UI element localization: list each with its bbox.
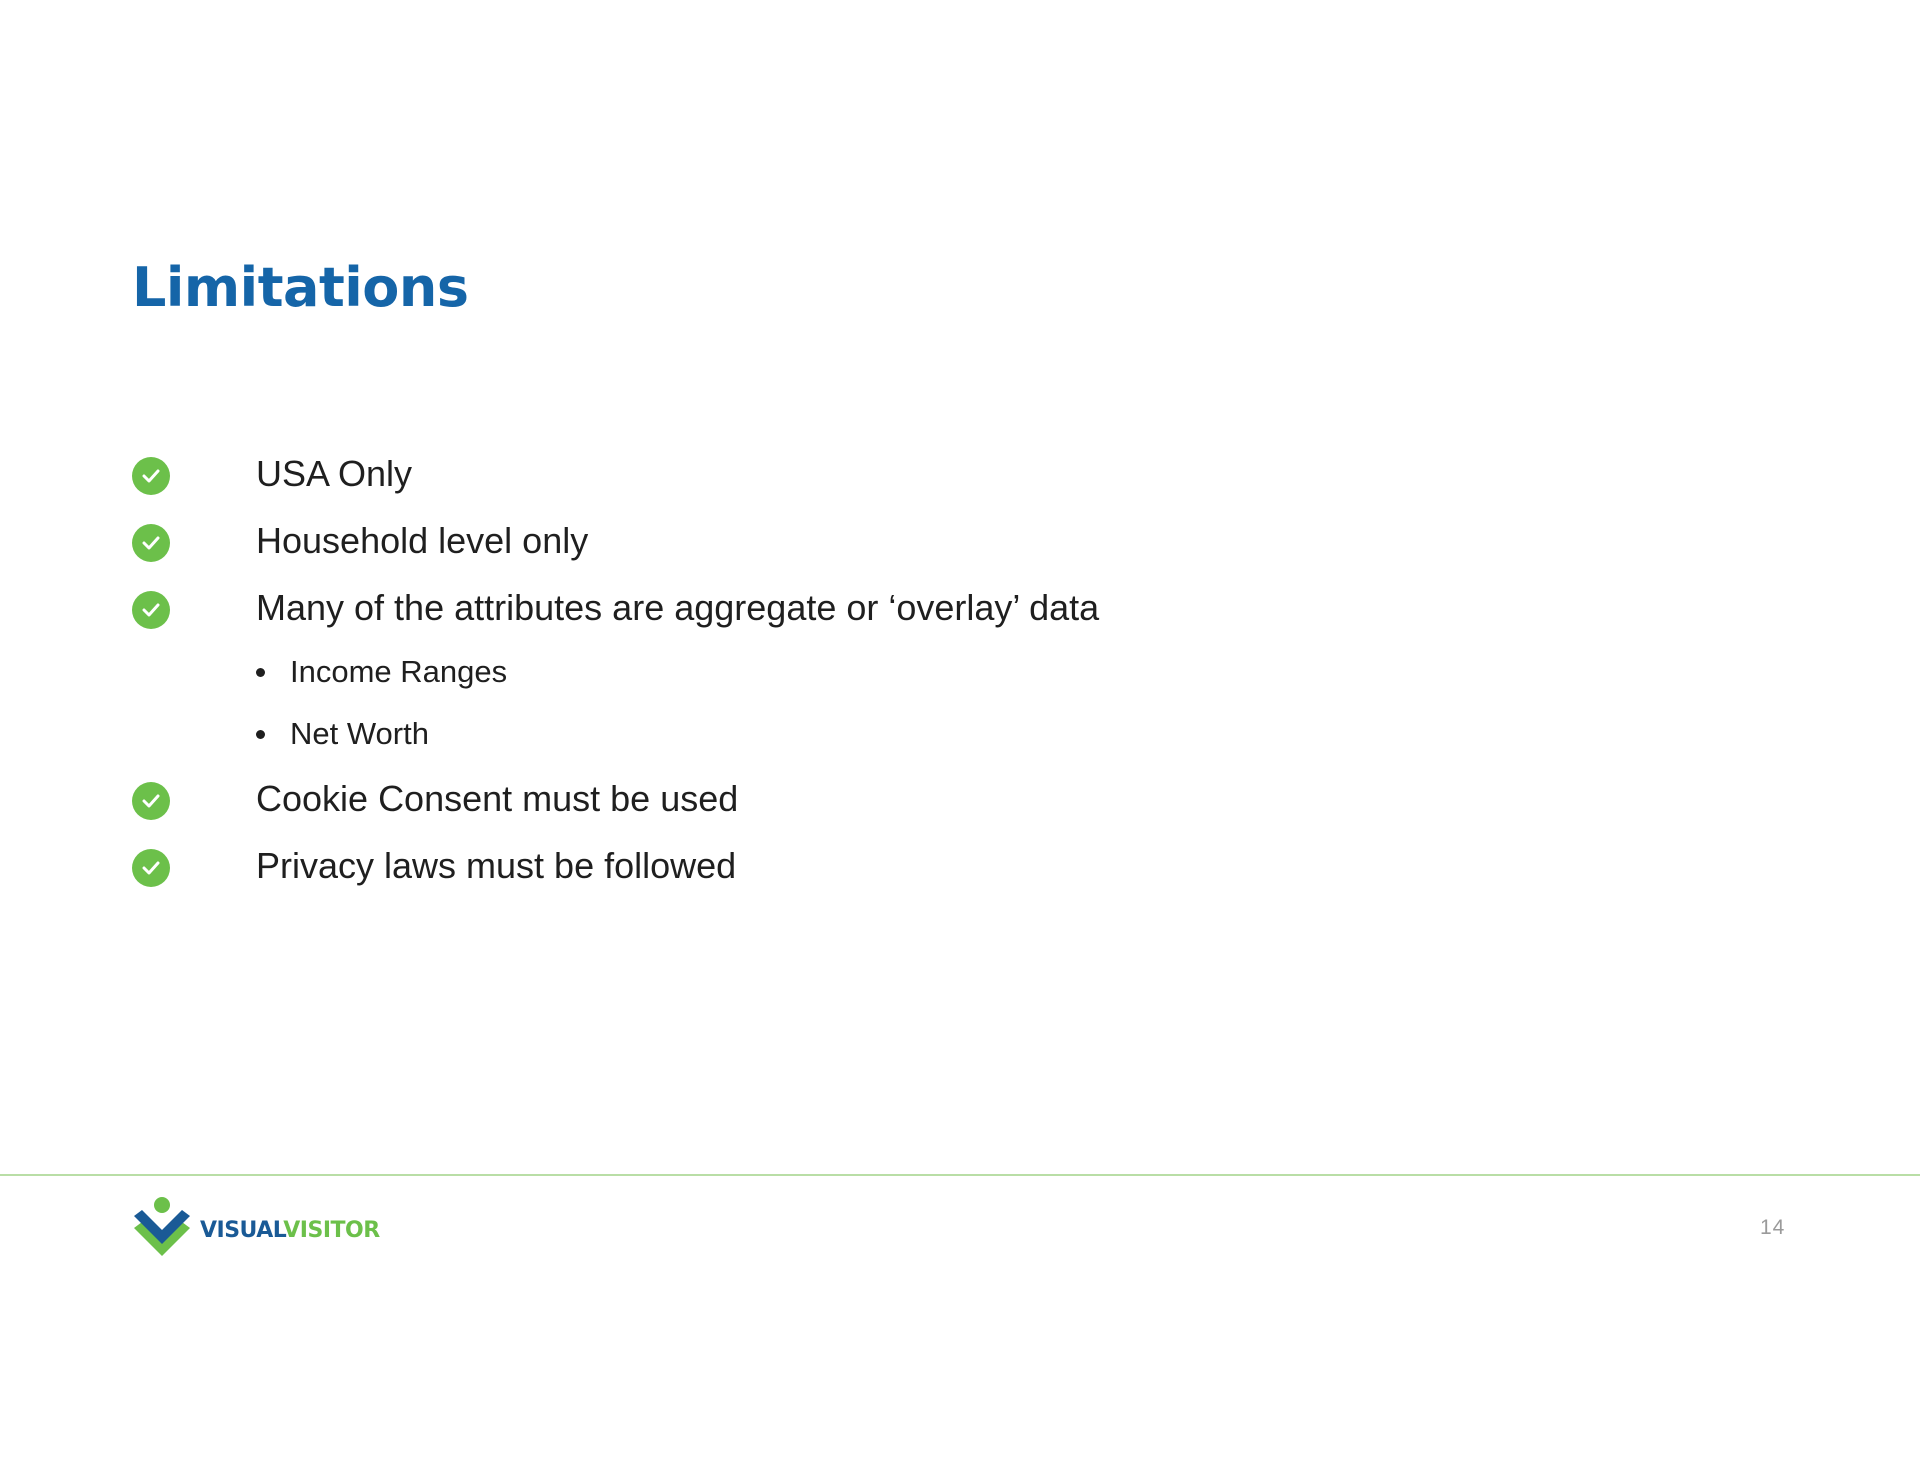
logo-mark-icon [130,1194,194,1256]
list-item [132,507,1332,574]
check-circle-icon [132,849,170,887]
check-circle-icon [132,457,170,495]
list-item-text: Many of the attributes are aggregate or ‘overlay’ data [256,586,1100,628]
list-item [132,574,1332,641]
bullet-dot-icon [256,730,265,739]
logo-word-visual: VISUAL [200,1217,284,1243]
bullet-dot-icon [256,668,265,677]
list-item-text: Cookie Consent must be used [256,777,739,819]
list-item [132,765,1332,832]
sub-list-item-text: Income Ranges [290,654,508,689]
sub-list-item-text: Net Worth [290,716,429,751]
list-item-text: Privacy laws must be followed [256,844,737,886]
slide-title: Limitations [132,256,469,319]
logo-wordmark [200,1218,380,1243]
list-item-text: Household level only [256,519,589,561]
page-number: 14 [1760,1216,1786,1239]
list-item-text: USA Only [256,452,413,494]
check-circle-icon [132,782,170,820]
check-circle-icon [132,524,170,562]
limitations-list [132,440,1332,899]
visualvisitor-logo [130,1194,380,1256]
list-item [132,832,1332,899]
list-item [132,440,1332,507]
footer-divider [0,1174,1920,1176]
sub-list-item [132,641,1332,703]
check-circle-icon [132,591,170,629]
logo-word-visitor: VISITOR [283,1217,380,1243]
sub-list-item [132,703,1332,765]
